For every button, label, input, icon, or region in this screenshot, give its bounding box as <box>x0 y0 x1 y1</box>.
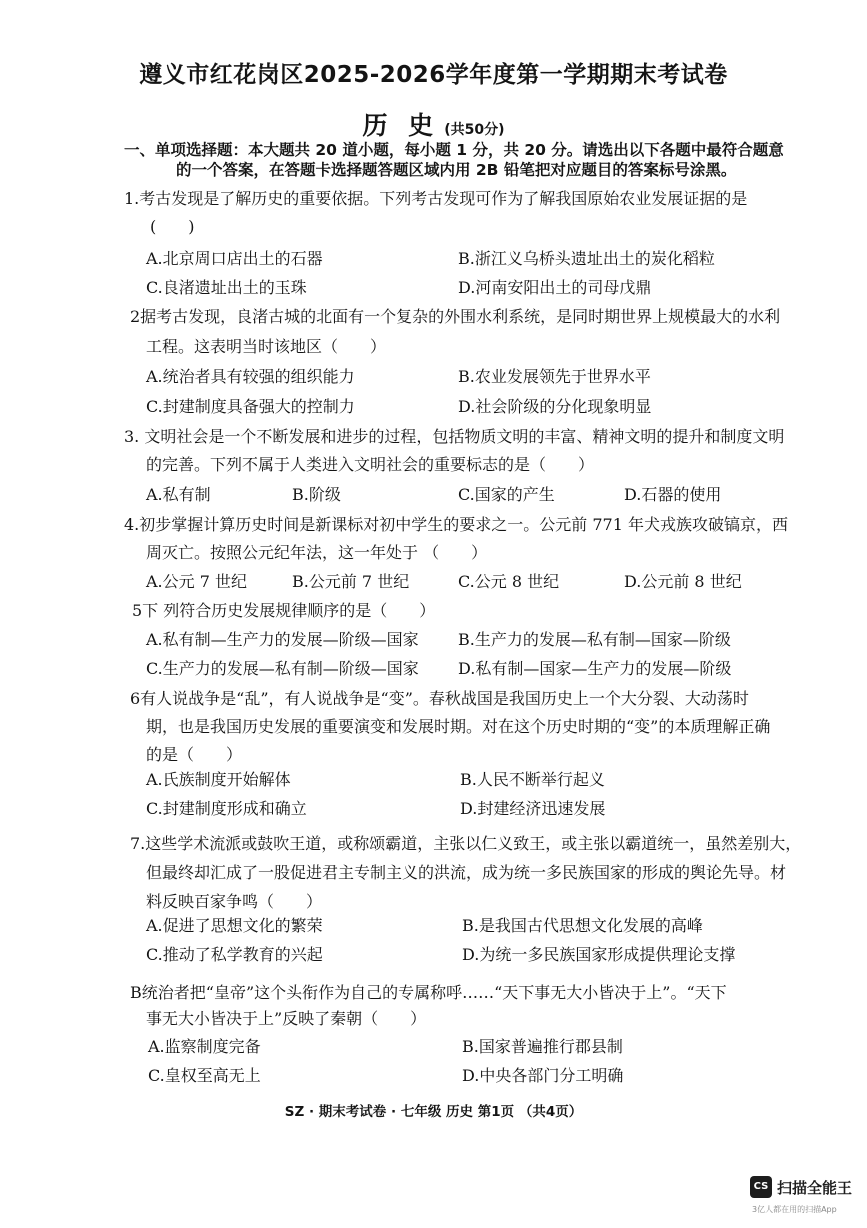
question-6-option-B: B.人民不断举行起义 <box>460 770 605 789</box>
question-7-stem-line: 7.这些学术流派或鼓吹王道，或称颂霸道，主张以仁义致王，或主张以霸道统一，虽然差别大， <box>130 834 802 853</box>
question-2-stem-line: 工程。这表明当时该地区（ ） <box>146 337 387 356</box>
question-1-stem-line: 1.考古发现是了解历史的重要依据。下列考古发现可作为了解我国原始农业发展证据的是 <box>124 189 748 208</box>
scanner-brand: 扫描全能王 <box>777 1179 853 1197</box>
question-6-stem-line: 6有人说战争是“乱”，有人说战争是“变”。春秋战国是我国历史上一个大分裂、大动荡时 <box>130 689 749 708</box>
question-6-option-D: D.封建经济迅速发展 <box>460 799 606 818</box>
scanner-slogan: 3亿人都在用的扫描App <box>752 1205 837 1214</box>
question-4-option-B: B.公元前 7 世纪 <box>292 572 410 591</box>
total-score: (共50分) <box>444 122 505 138</box>
question-7-option-D: D.为统一多民族国家形成提供理论支撑 <box>462 945 736 964</box>
question-5-stem-line: 5下 列符合历史发展规律顺序的是（ ） <box>132 601 436 620</box>
instruction-line-2: 的一个答案，在答题卡选择题答题区域内用 2B 铅笔把对应题目的答案标号涂黑。 <box>176 161 737 179</box>
question-1-option-A: A.北京周口店出土的石器 <box>146 249 323 268</box>
section-instructions <box>124 140 814 180</box>
subject-heading <box>0 106 867 142</box>
question-8-option-A: A.监察制度完备 <box>148 1037 261 1056</box>
question-5-option-C: C.生产力的发展—私有制—阶级—国家 <box>146 659 419 678</box>
question-8-option-C: C.皇权至高无上 <box>148 1066 261 1085</box>
question-8-stem-line: 事无大小皆决于上”反映了秦朝（ ） <box>146 1009 427 1028</box>
question-3-stem-line: 3. 文明社会是一个不断发展和进步的过程，包括物质文明的丰富、精神文明的提升和制度文明 <box>124 427 785 446</box>
question-1-option-C: C.良渚遗址出土的玉珠 <box>146 278 307 297</box>
subject-name: 历 史 <box>362 111 440 140</box>
question-5-option-B: B.生产力的发展—私有制—国家—阶级 <box>458 630 731 649</box>
question-2-option-D: D.社会阶级的分化现象明显 <box>458 397 652 416</box>
question-2-option-C: C.封建制度具备强大的控制力 <box>146 397 355 416</box>
question-7-option-B: B.是我国古代思想文化发展的高峰 <box>462 916 703 935</box>
question-2-option-B: B.农业发展领先于世界水平 <box>458 367 651 386</box>
question-8-stem-line: B统治者把“皇帝”这个头衔作为自己的专属称呼……“天下事无大小皆决于上”。“天下 <box>130 983 727 1002</box>
question-6-option-C: C.封建制度形成和确立 <box>146 799 307 818</box>
question-3-option-D: D.石器的使用 <box>624 485 722 504</box>
instruction-line-1: 一、单项选择题：本大题共 20 道小题，每小题 1 分，共 20 分。请选出以下各题中最符合题意 <box>124 141 784 159</box>
question-2-option-A: A.统治者具有较强的组织能力 <box>146 367 355 386</box>
question-5-option-A: A.私有制—生产力的发展—阶级—国家 <box>146 630 419 649</box>
question-4-option-A: A.公元 7 世纪 <box>146 572 247 591</box>
question-7-stem-line: 料反映百家争鸣（ ） <box>146 892 323 911</box>
question-7-option-A: A.促进了思想文化的繁荣 <box>146 916 323 935</box>
question-6-option-A: A.氏族制度开始解体 <box>146 770 291 789</box>
question-3-option-C: C.国家的产生 <box>458 485 555 504</box>
question-6-stem-line: 期，也是我国历史发展的重要演变和发展时期。对在这个历史时期的“变”的本质理解正确 <box>146 717 771 736</box>
question-4-stem-line: 4.初步掌握计算历史时间是新课标对初中学生的要求之一。公元前 771 年犬戎族攻破镐京，西 <box>124 515 788 534</box>
scanner-watermark <box>750 1176 860 1222</box>
question-1-stem-line: ( ) <box>150 217 195 236</box>
question-3-option-B: B.阶级 <box>292 485 341 504</box>
question-4-option-C: C.公元 8 世纪 <box>458 572 560 591</box>
exam-title: 遵义市红花岗区2025-2026学年度第一学期期末考试卷 <box>139 62 728 88</box>
question-3-stem-line: 的完善。下列不属于人类进入文明社会的重要标志的是（ ） <box>146 455 595 474</box>
scanner-logo-icon: CS <box>750 1176 772 1198</box>
question-2-stem-line: 2据考古发现，良渚古城的北面有一个复杂的外围水利系统，是同时期世界上规模最大的水利 <box>130 307 781 326</box>
question-3-option-A: A.私有制 <box>146 485 211 504</box>
question-5-option-D: D.私有制—国家—生产力的发展—阶级 <box>458 659 732 678</box>
question-4-option-D: D.公元前 8 世纪 <box>624 572 742 591</box>
page-footer: SZ · 期末考试卷 · 七年级 历史 第1页 （共4页） <box>284 1104 583 1120</box>
question-6-stem-line: 的是（ ） <box>146 745 243 764</box>
question-7-stem-line: 但最终却汇成了一股促进君主专制主义的洪流，成为统一多民族国家的形成的舆论先导。材 <box>146 863 787 882</box>
question-4-stem-line: 周灭亡。按照公元纪年法，这一年处于 （ ） <box>146 543 488 562</box>
question-8-option-B: B.国家普遍推行郡县制 <box>462 1037 623 1056</box>
question-8-option-D: D.中央各部门分工明确 <box>462 1066 624 1085</box>
question-1-option-D: D.河南安阳出土的司母戊鼎 <box>458 278 652 297</box>
question-1-option-B: B.浙江义乌桥头遗址出土的炭化稻粒 <box>458 249 715 268</box>
question-7-option-C: C.推动了私学教育的兴起 <box>146 945 323 964</box>
